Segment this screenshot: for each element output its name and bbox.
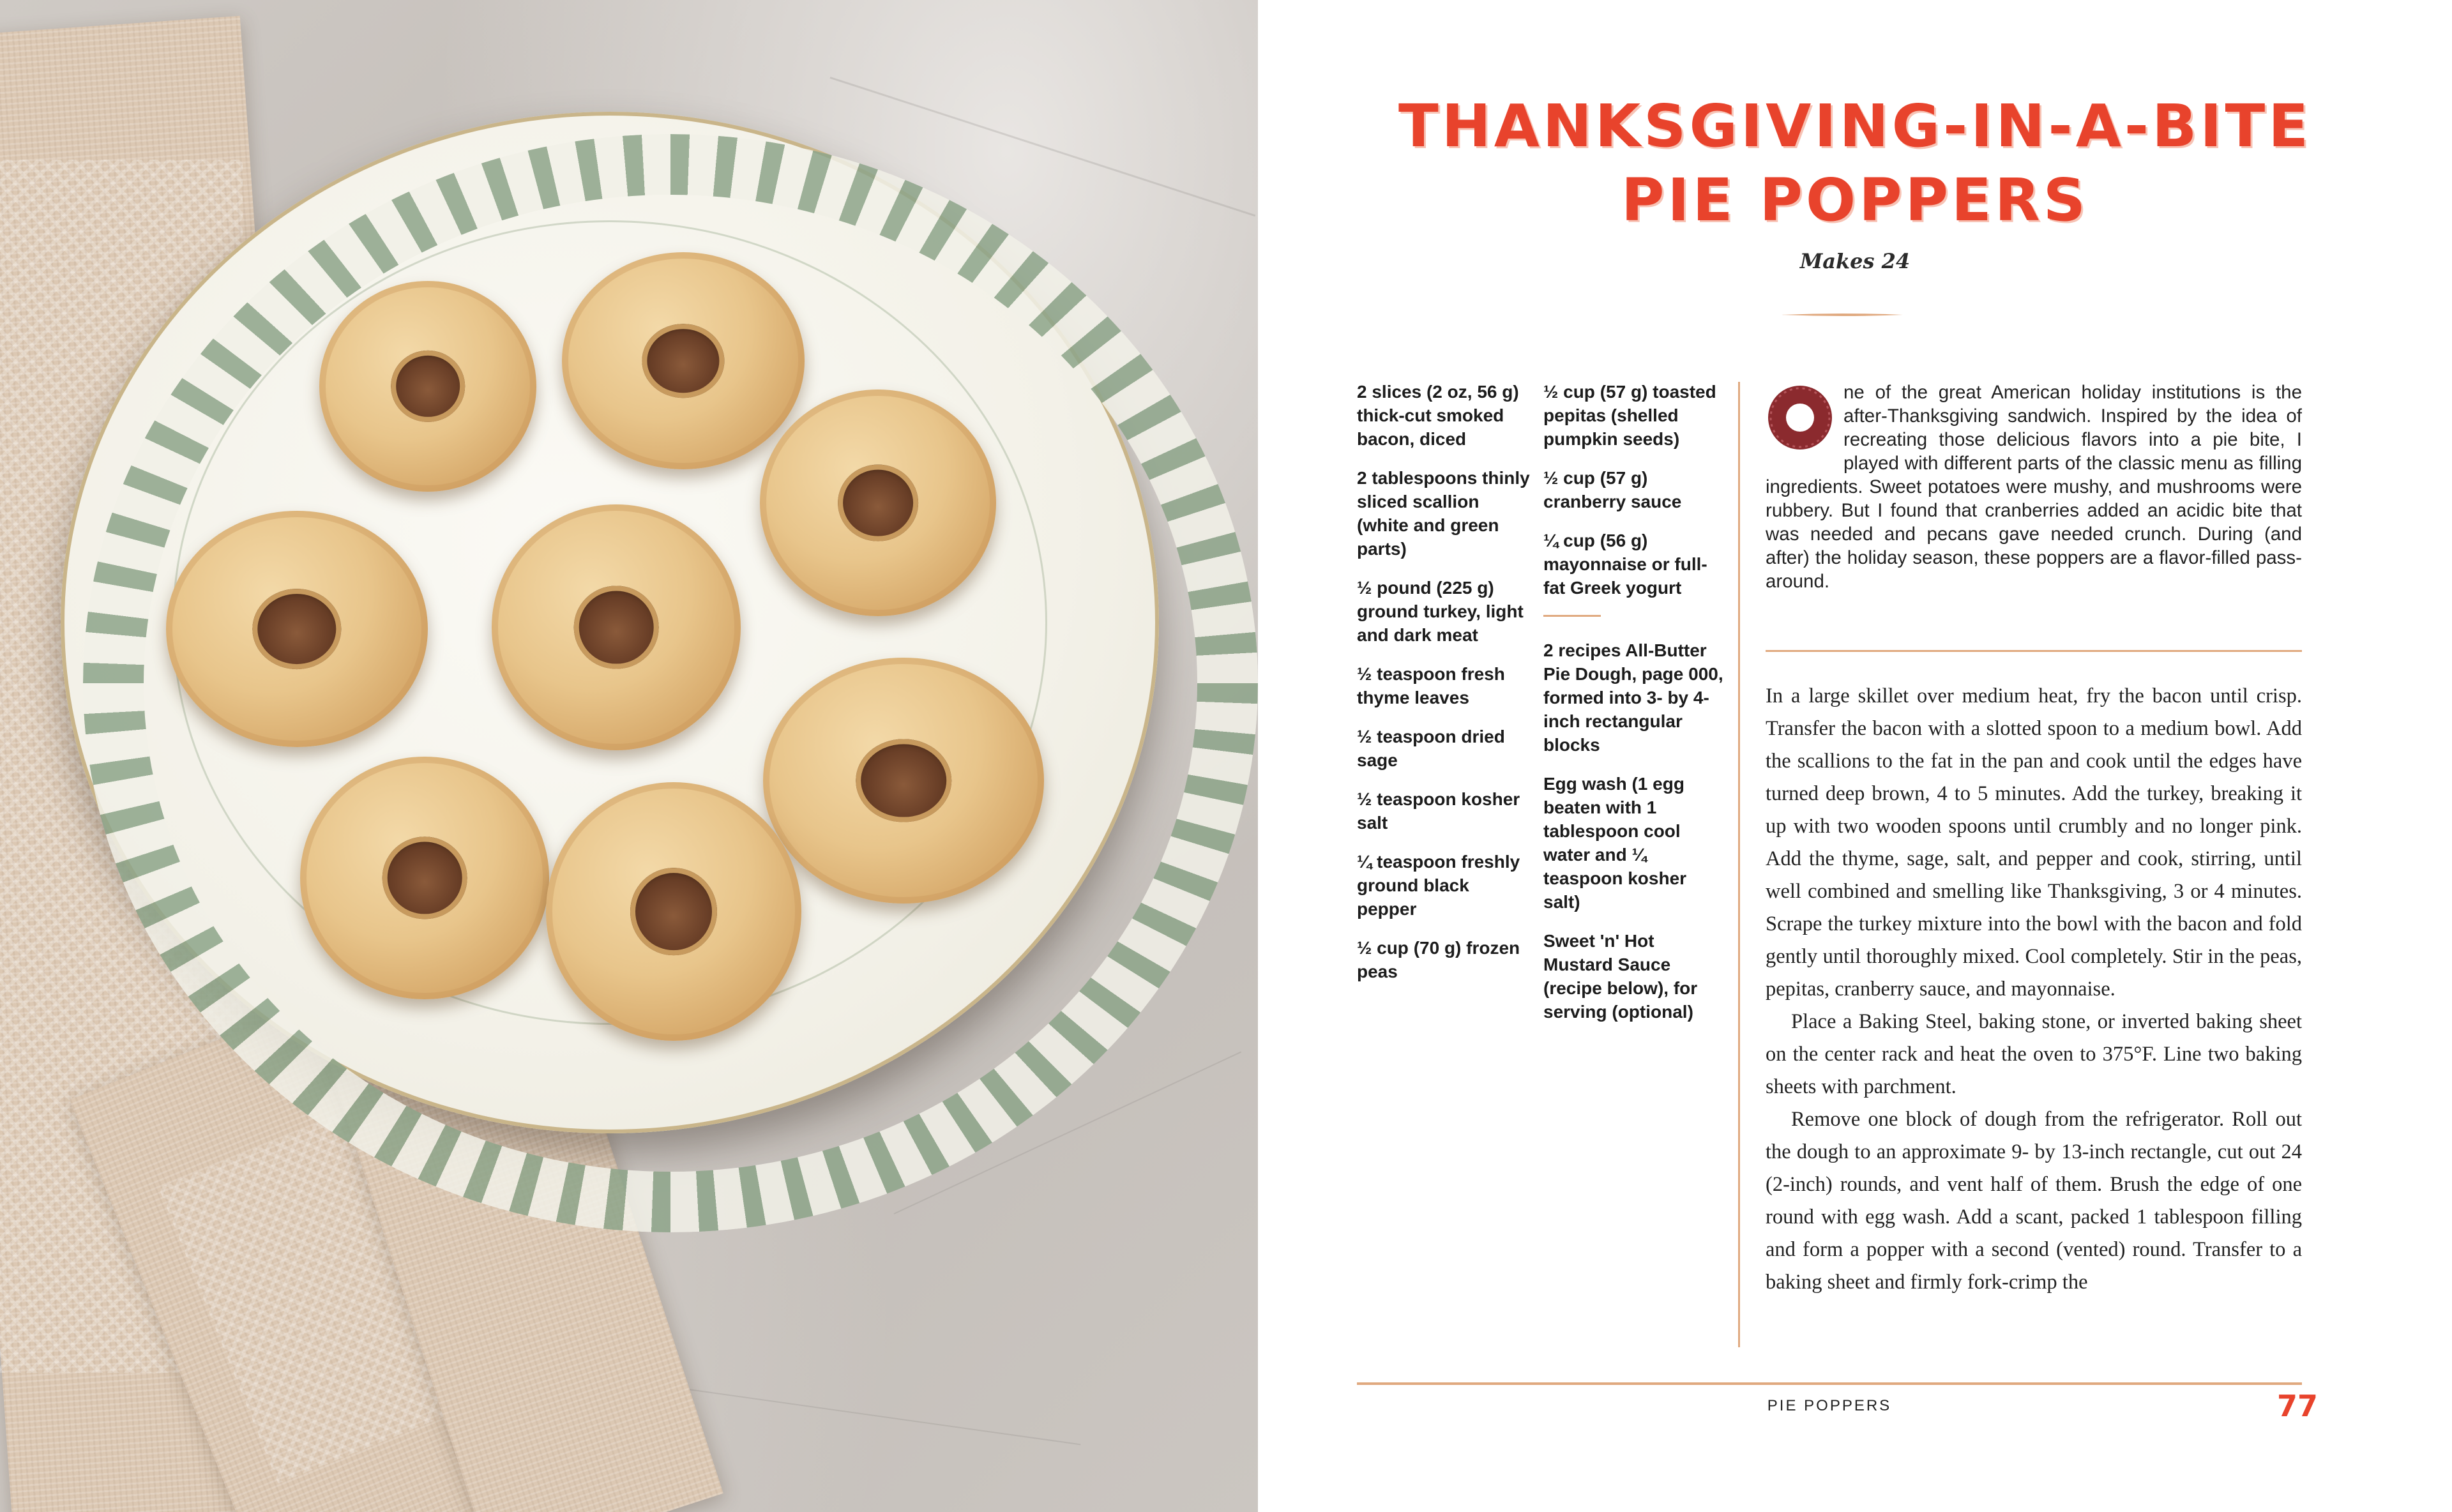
- recipe-method: [1766, 680, 2302, 1299]
- recipe-yield: Makes 24: [1799, 249, 1911, 273]
- intro-text: ne of the great American holiday institutions is the after-Thanksgiving sandwich. Inspired by the idea of recreating those delicious flavors into a pie bite, I played with different parts of the classic menu as filling ingredients. Sweet potatoes were mushy, and mushrooms were rubbery. But I found that cranberries added an acidic bite that was needed and pecans gave needed crunch. During (and after) the holiday season, these poppers are a flavor-filled pass-around.: [1766, 382, 2302, 592]
- recipe-title-line2: PIE POPPERS: [1621, 166, 2089, 234]
- ingredient: 2 recipes All-Butter Pie Dough, page 000, formed into 3- by 4-inch rectangular blocks: [1543, 640, 1723, 755]
- ingredient: ¼ teaspoon freshly ground black pepper: [1357, 852, 1520, 919]
- ingredient: Sweet 'n' Hot Mustard Sauce (recipe below), for serving (optional): [1543, 931, 1698, 1022]
- ingredient: ½ teaspoon fresh thyme leaves: [1357, 664, 1505, 707]
- ingredient: 2 slices (2 oz, 56 g) thick-cut smoked bacon, diced: [1357, 382, 1519, 449]
- ingredient: ½ teaspoon dried sage: [1357, 727, 1505, 770]
- ingredient: Egg wash (1 egg beaten with 1 tablespoon cool water and ¼ teaspoon kosher salt): [1543, 774, 1687, 912]
- footer-rule: [1357, 1382, 2302, 1385]
- ingredient: ½ cup (70 g) frozen peas: [1357, 938, 1520, 981]
- running-head: PIE POPPERS: [1767, 1397, 1892, 1414]
- pie-popper: [319, 281, 536, 492]
- popper-vent: [642, 324, 724, 398]
- recipe-title: [1258, 89, 2452, 238]
- ingredient: ½ pound (225 g) ground turkey, light and dark meat: [1357, 578, 1524, 645]
- method-step: In a large skillet over medium heat, fry the bacon until crisp. Transfer the bacon with a slotted spoon to a medium bowl. Add the scallions to the fat in the pan and cook until the edges have turned deep brown, 4 to 5 minutes. Add the turkey, breaking it up with two wooden spoons until crumbly and no longer pink. Add the thyme, sage, salt, and pepper and cook, stirring, until well combined and smelling like Thanksgiving, 3 or 4 minutes. Scrape the turkey mixture into the bowl with the bacon and fold gently until thoroughly mixed. Cool completely. Stir in the peas, pepitas, cranberry sauce, and mayonnaise.: [1766, 684, 2302, 1001]
- pie-popper: [300, 757, 549, 999]
- popper-vent: [630, 868, 717, 956]
- pie-popper: [760, 389, 996, 616]
- popper-vent: [252, 589, 341, 669]
- ornamental-rule: [1782, 313, 1903, 317]
- popper-vent: [391, 351, 465, 422]
- ingredient-group-divider: [1543, 615, 1601, 617]
- ingredient: ½ teaspoon kosher salt: [1357, 789, 1520, 833]
- ingredients-column-1: [1357, 380, 1532, 999]
- recipe-intro: [1766, 381, 2302, 593]
- recipe-title-line1: THANKSGIVING-IN-A-BITE: [1398, 92, 2312, 160]
- method-step: Remove one block of dough from the refrigerator. Roll out the dough to an approximate 9- by 13-inch rectangle, cut out 24 (2-inch) rounds, and vent half of them. Brush the edge of one round with egg wash. Add a scant, packed 1 tablespoon filling and form a popper with a second (vented) round. Transfer to a baking sheet and firmly fork-crimp the: [1766, 1108, 2302, 1294]
- dropcap-o-icon: [1766, 383, 1835, 452]
- popper-vent: [856, 739, 951, 822]
- pie-popper: [166, 511, 428, 747]
- ingredient: ½ cup (57 g) cranberry sauce: [1543, 468, 1682, 511]
- popper-vent: [382, 836, 467, 919]
- ingredient: 2 tablespoons thinly sliced scallion (white and green parts): [1357, 468, 1530, 559]
- pie-popper: [763, 658, 1044, 903]
- intro-divider: [1766, 650, 2302, 652]
- column-divider: [1738, 382, 1740, 1347]
- pie-popper: [562, 252, 805, 469]
- ingredients-column-2: [1543, 380, 1725, 1039]
- pie-popper: [492, 504, 741, 750]
- pie-popper: [546, 782, 801, 1041]
- page-number: 77: [2276, 1389, 2318, 1423]
- method-step: Place a Baking Steel, baking stone, or inverted baking sheet on the center rack and heat the oven to 375°F. Line two baking sheets with parchment.: [1766, 1010, 2302, 1098]
- ingredient: ¼ cup (56 g) mayonnaise or full-fat Greek yogurt: [1543, 531, 1707, 598]
- popper-vent: [838, 464, 918, 541]
- ingredient: ½ cup (57 g) toasted pepitas (shelled pumpkin seeds): [1543, 382, 1716, 449]
- recipe-page: [1258, 0, 2452, 1512]
- popper-vent: [574, 586, 659, 669]
